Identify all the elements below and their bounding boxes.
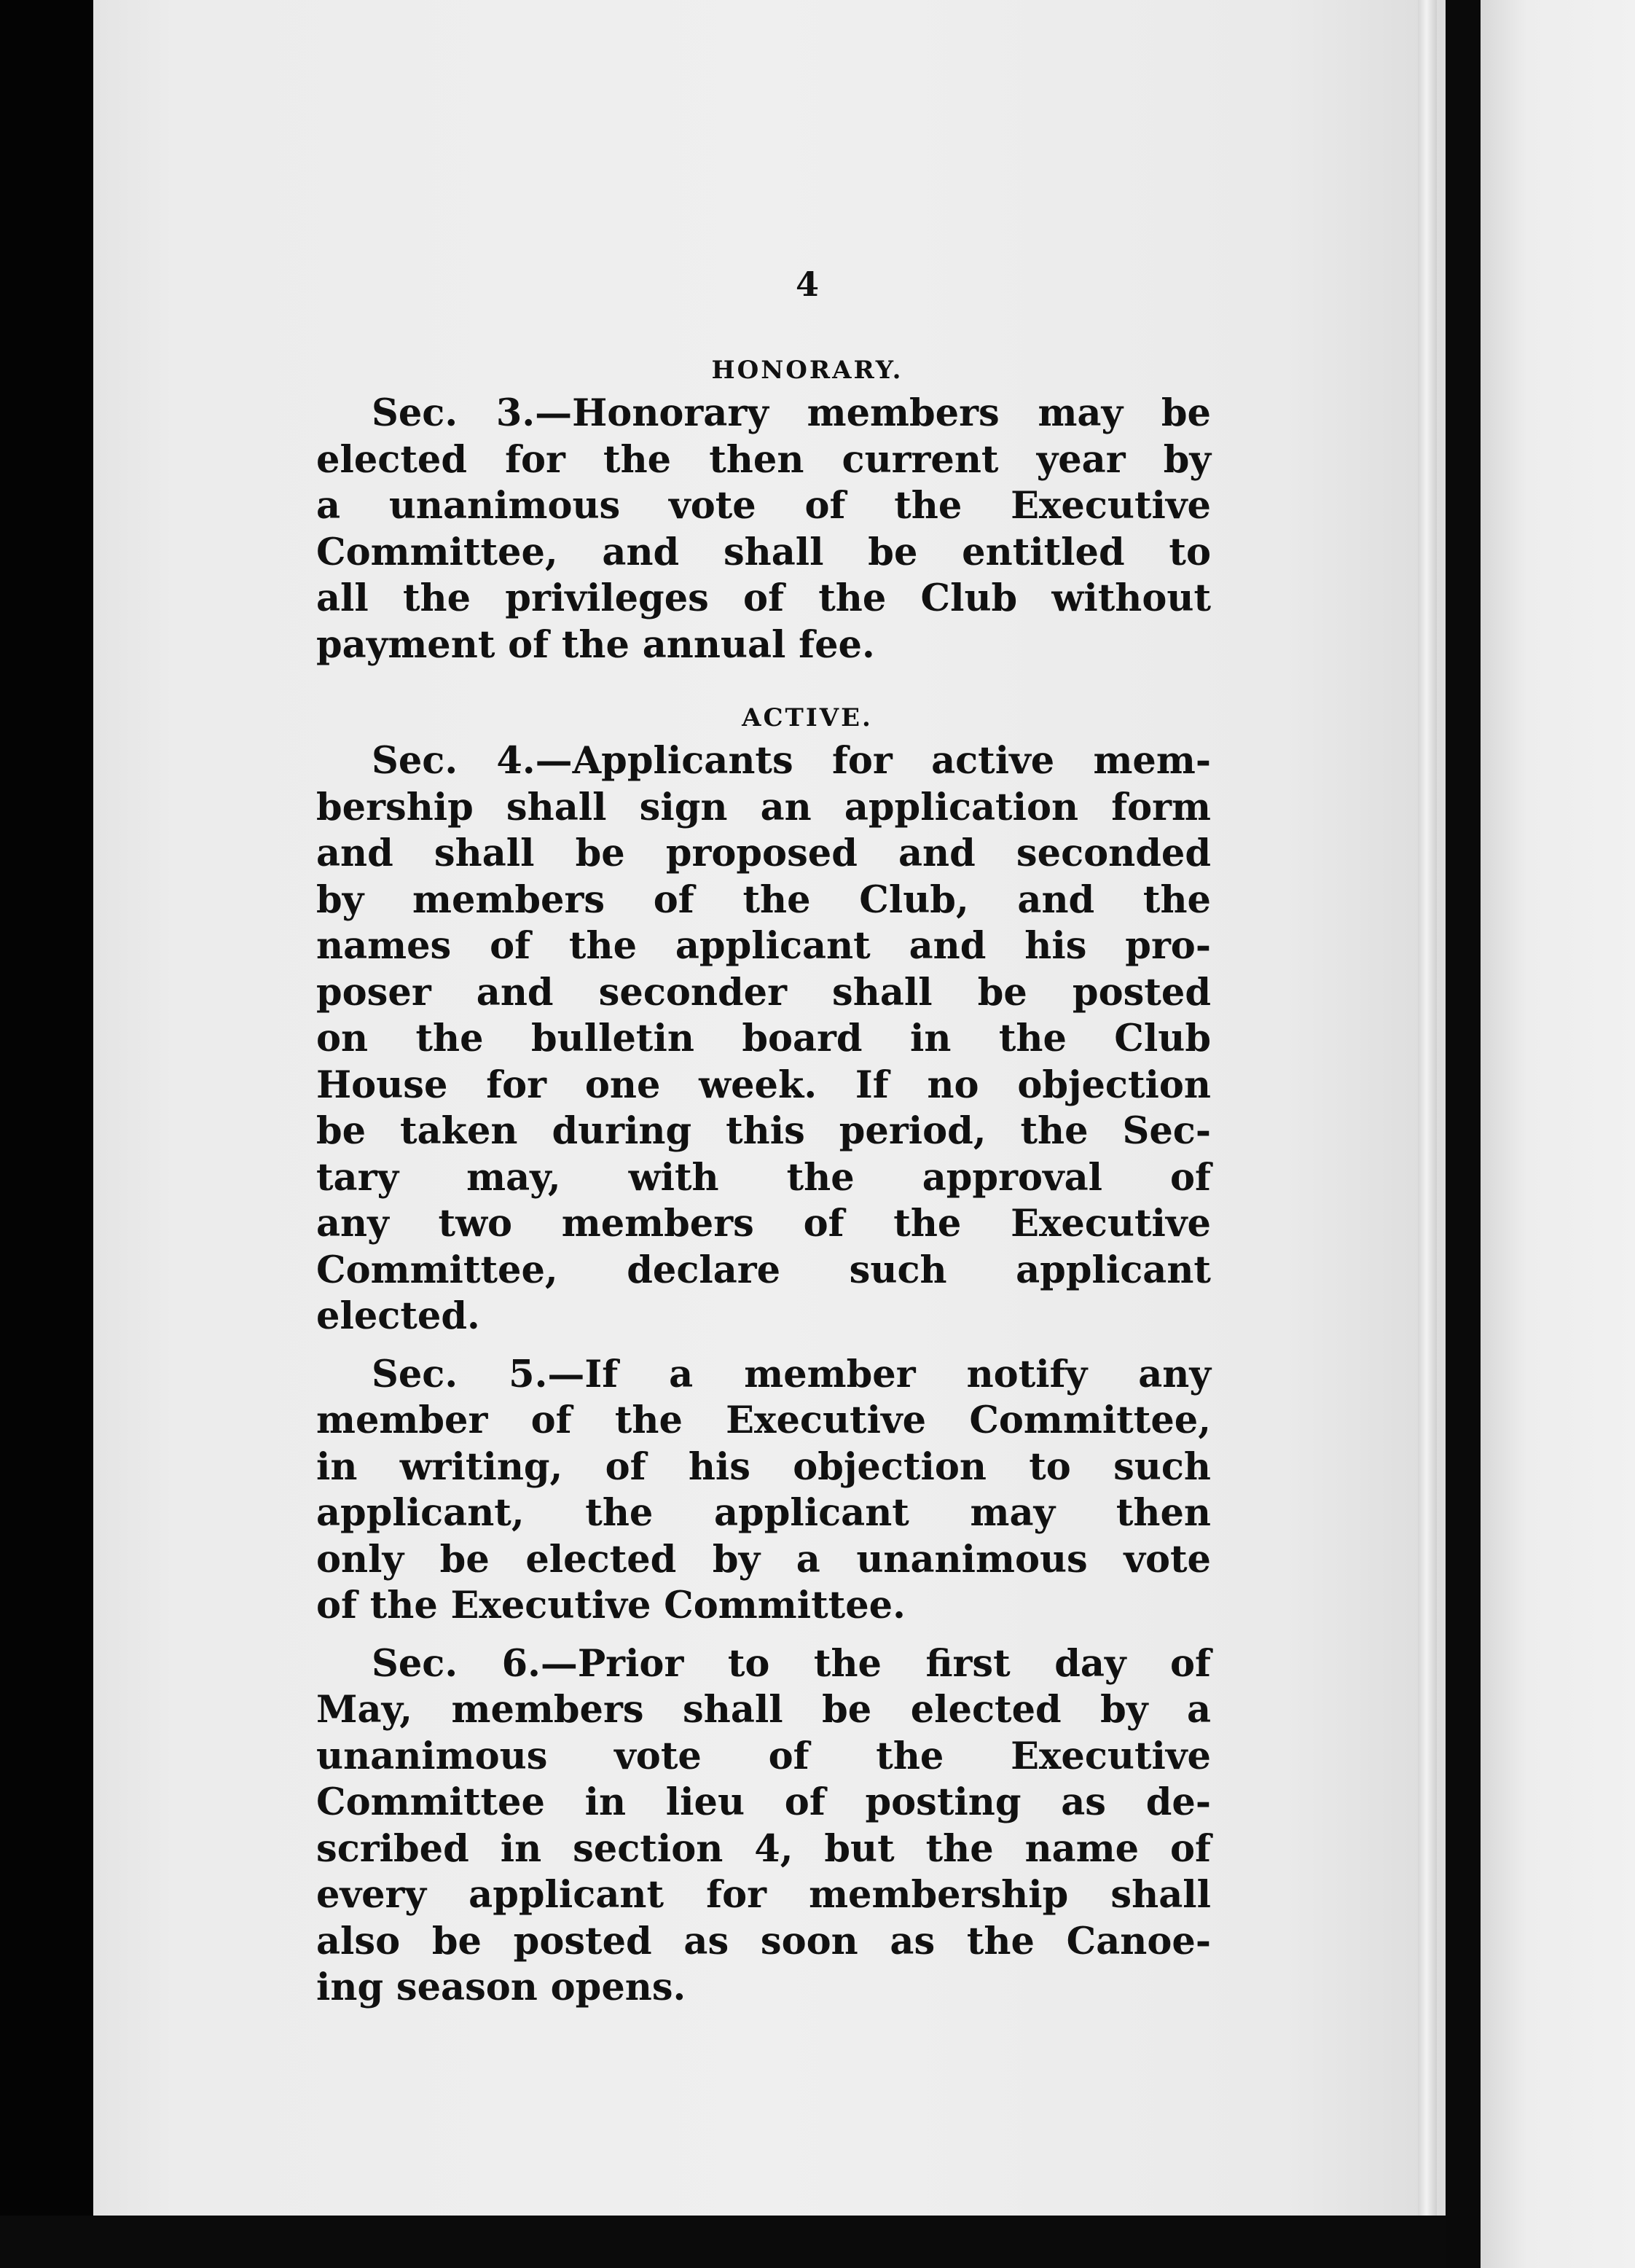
paragraph-sec-4 — [316, 738, 1211, 1340]
text-line: any two members of the Executive — [316, 1202, 1211, 1246]
text-line: be taken during this period, the Sec- — [316, 1109, 1211, 1153]
paragraph-gap — [316, 1340, 1211, 1352]
text-line: only be elected by a unanimous vote — [316, 1537, 1211, 1581]
text-line: poser and seconder shall be posted — [316, 970, 1211, 1014]
book-spine — [1446, 0, 1481, 2268]
text-line: every applicant for membership shall — [316, 1873, 1211, 1917]
text-line: May, members shall be elected by a — [316, 1688, 1211, 1732]
text-line: a unanimous vote of the Executive — [316, 484, 1211, 528]
text-line: elected. — [316, 1294, 480, 1338]
text-line: Sec. 4.—Applicants for active mem- — [372, 739, 1211, 783]
section-heading-honorary: HONORARY. — [711, 356, 903, 385]
page-number: 4 — [795, 265, 819, 304]
section-heading-active: ACTIVE. — [742, 703, 873, 732]
text-line: Sec. 3.—Honorary members may be — [372, 391, 1211, 435]
paragraph-sec-6 — [316, 1641, 1211, 2011]
text-line: by members of the Club, and the — [316, 877, 1211, 922]
text-line: names of the applicant and his pro- — [316, 924, 1211, 968]
paragraph-sec-3 — [316, 391, 1211, 668]
text-line: House for one week. If no objection — [316, 1063, 1211, 1107]
scan-bottom-border — [0, 2216, 1446, 2268]
text-line: Sec. 5.—If a member notify any — [372, 1352, 1211, 1396]
adjacent-page-edge — [1481, 0, 1635, 2268]
text-line: member of the Executive Committee, — [316, 1399, 1211, 1442]
text-line: in writing, of his objection to such — [316, 1444, 1211, 1489]
text-line: all the privileges of the Club without — [316, 576, 1211, 620]
text-line: bership shall sign an application form — [316, 785, 1211, 829]
text-line: tary may, with the approval of — [316, 1155, 1211, 1200]
text-line: also be posted as soon as the Canoe- — [316, 1919, 1211, 1963]
text-line: payment of the annual fee. — [316, 622, 875, 667]
page-fold-shadow — [1418, 0, 1437, 2216]
text-line: scribed in section 4, but the name of — [316, 1826, 1211, 1871]
text-line: Sec. 6.—Prior to the first day of — [372, 1641, 1211, 1686]
text-line: applicant, the applicant may then — [316, 1491, 1211, 1535]
text-line: ing season opens. — [316, 1966, 686, 2009]
text-line: elected for the then current year by — [316, 437, 1211, 482]
text-line: and shall be proposed and seconded — [316, 832, 1211, 875]
text-line: Committee, declare such applicant — [316, 1248, 1211, 1292]
text-line: unanimous vote of the Executive — [316, 1734, 1211, 1778]
text-column — [316, 262, 1211, 2011]
text-line: on the bulletin board in the Club — [316, 1017, 1211, 1060]
text-line: of the Executive Committee. — [316, 1584, 906, 1627]
text-line: Committee in lieu of posting as de- — [316, 1780, 1211, 1824]
text-line: Committee, and shall be entitled to — [316, 530, 1211, 574]
paragraph-sec-5 — [316, 1352, 1211, 1630]
paragraph-gap — [316, 1630, 1211, 1641]
